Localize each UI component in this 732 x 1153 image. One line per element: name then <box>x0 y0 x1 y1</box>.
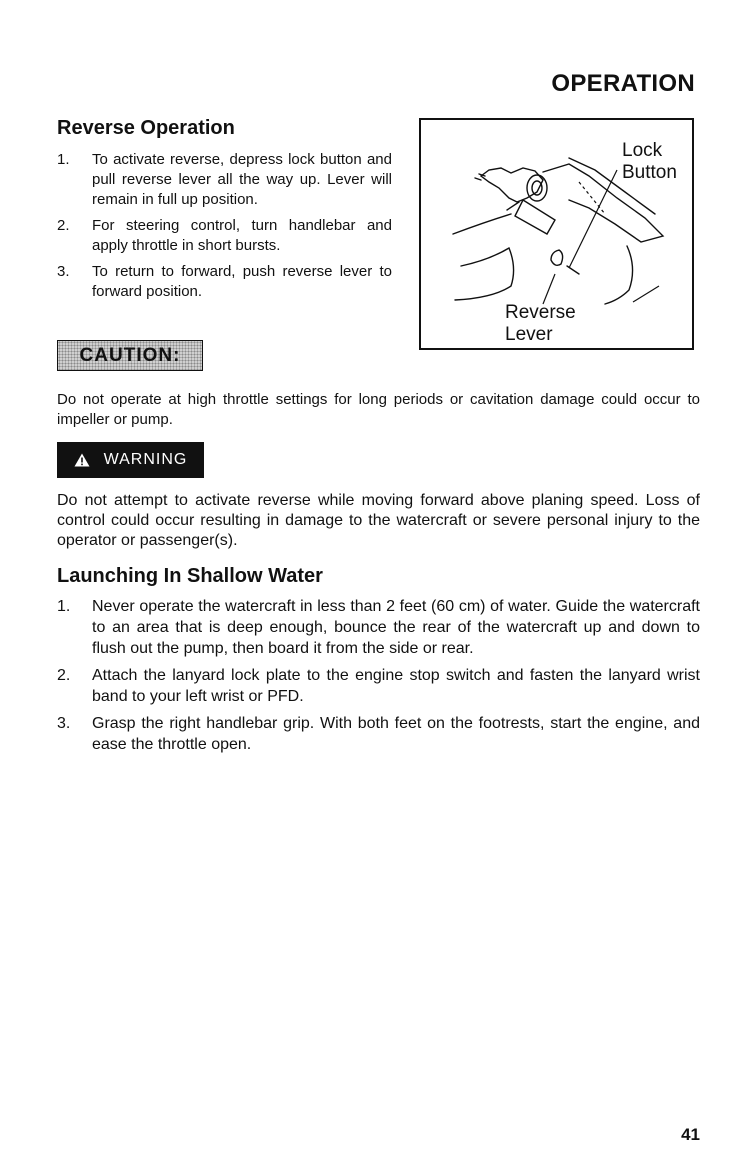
reverse-steps-list <box>57 150 392 308</box>
reverse-label-line2: Lever <box>505 324 553 345</box>
list-item <box>57 262 392 302</box>
lock-label-line1: Lock <box>622 140 663 161</box>
step-number: 3. <box>57 263 70 280</box>
step-number: 2. <box>57 667 71 684</box>
warning-label <box>57 442 204 478</box>
list-item <box>57 665 700 707</box>
step-number: 1. <box>57 598 71 615</box>
step-text: For steering control, turn handlebar and apply throttle in short bursts. <box>92 217 392 254</box>
warning-text: Do not attempt to activate reverse while moving forward above planing speed. Loss of control could occur resulting in damage to the watercraft or severe personal injury to the operator or passenger(s). <box>57 492 700 549</box>
step-text: Grasp the right handlebar grip. With both feet on the footrests, start the engine, and ease the throttle open. <box>92 715 700 753</box>
reverse-operation-title: Reverse Operation <box>57 117 235 139</box>
reverse-lever-figure <box>419 118 694 350</box>
step-text: To activate reverse, depress lock button and pull reverse lever all the way up. Lever will remain in full up position. <box>92 151 392 208</box>
step-text: Attach the lanyard lock plate to the engine stop switch and fasten the lanyard wrist band to your left wrist or PFD. <box>92 667 700 705</box>
list-item <box>57 216 392 256</box>
list-item <box>57 150 392 210</box>
caution-label: CAUTION: <box>57 340 203 371</box>
page-number: 41 <box>681 1125 700 1144</box>
step-number: 3. <box>57 715 71 732</box>
reverse-label-line1: Reverse <box>505 302 576 323</box>
shallow-steps-list <box>57 596 700 761</box>
step-text: To return to forward, push reverse lever to forward position. <box>92 263 392 300</box>
step-number: 2. <box>57 217 70 234</box>
warning-label-text: WARNING <box>103 451 188 468</box>
step-text: Never operate the watercraft in less than 2 feet (60 cm) of water. Guide the watercraft to an area that is deep enough, bounce the rear of the watercraft up and down to flush out the pump, then board it from the side or rear. <box>92 598 700 657</box>
lock-label-line2: Button <box>622 162 677 183</box>
list-item <box>57 713 700 755</box>
warning-triangle-icon <box>74 453 90 467</box>
step-number: 1. <box>57 151 70 168</box>
reverse-lever-illustration <box>419 118 694 350</box>
list-item <box>57 596 700 659</box>
section-header: OPERATION <box>551 70 695 97</box>
caution-text: Do not operate at high throttle settings for long periods or cavitation damage could occur to impeller or pump. <box>57 391 700 428</box>
shallow-water-title: Launching In Shallow Water <box>57 565 323 587</box>
